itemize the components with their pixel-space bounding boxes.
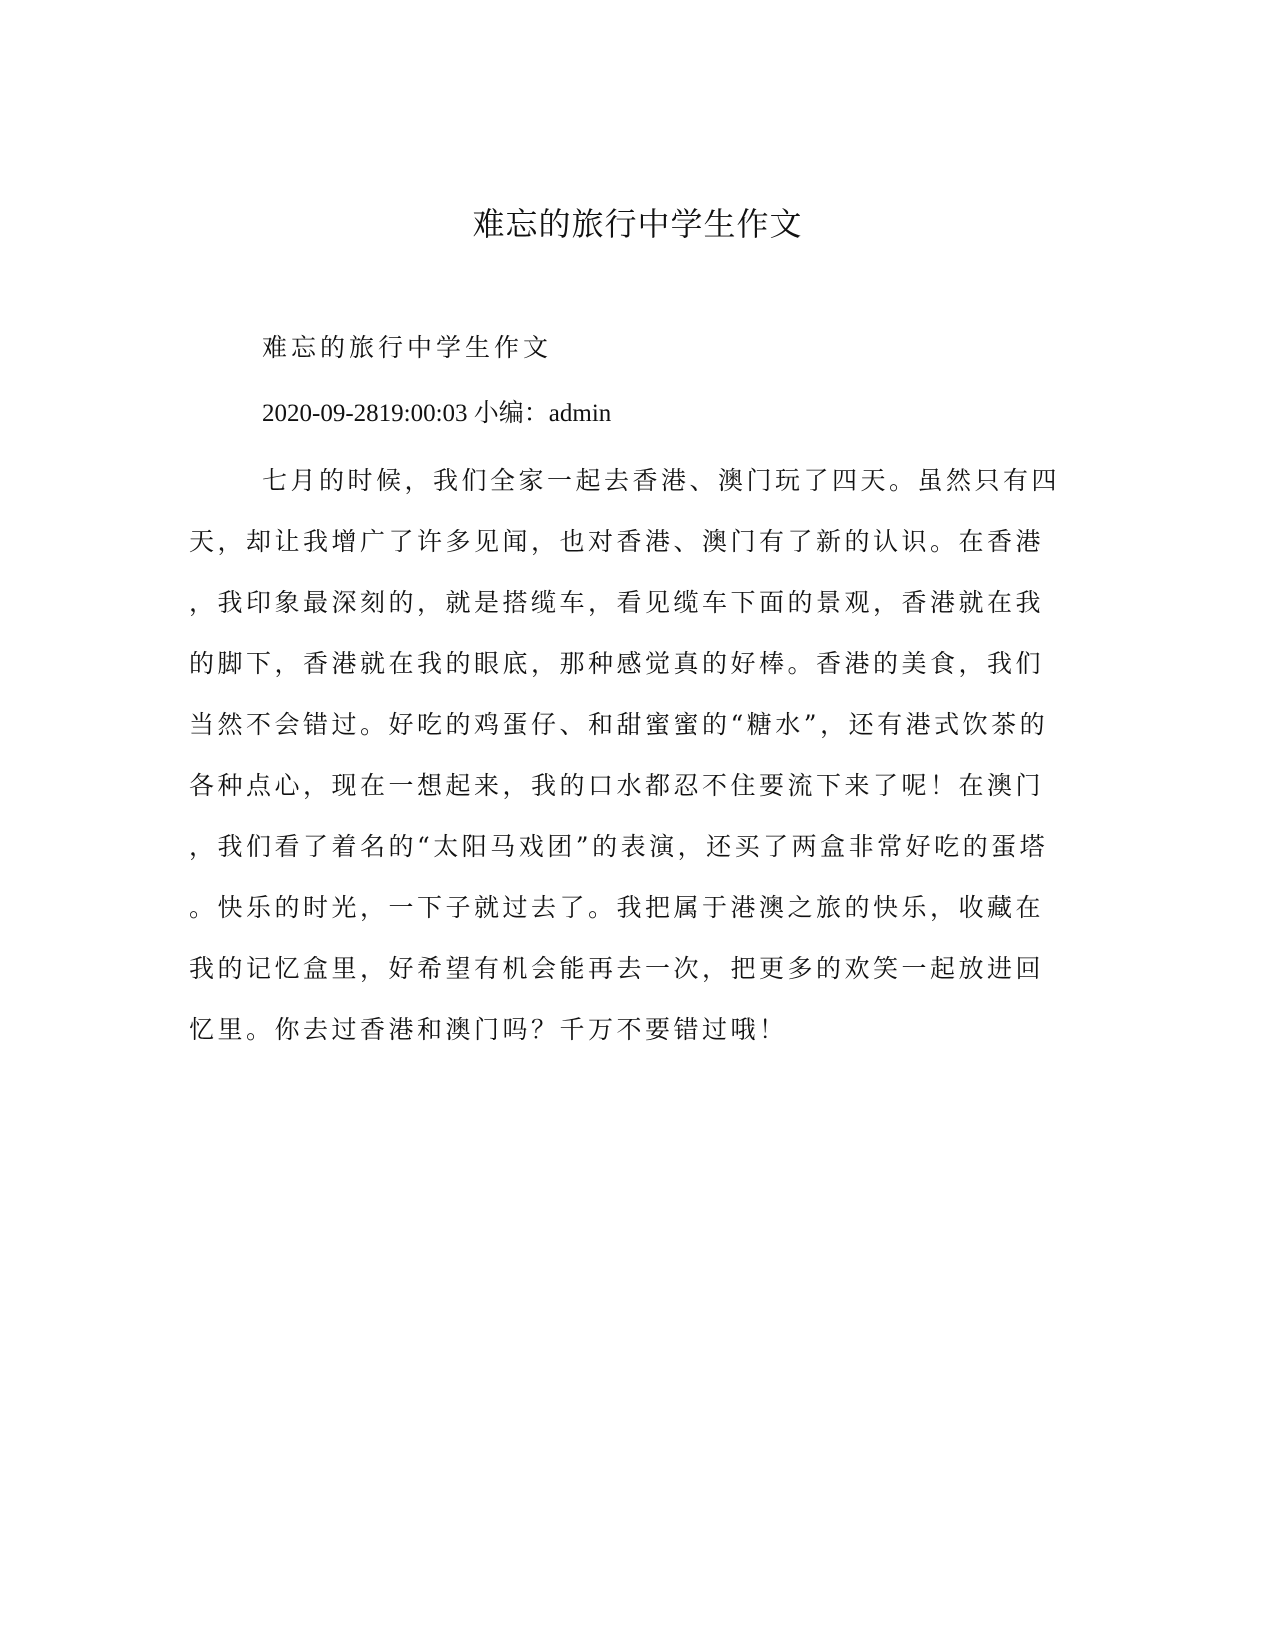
- body-line: 我的记忆盒里，好希望有机会能再去一次，把更多的欢笑一起放进回: [189, 954, 1045, 983]
- body-line: ，我印象最深刻的，就是搭缆车，看见缆车下面的景观，香港就在我: [189, 588, 1045, 617]
- body-line: 天，却让我增广了许多见闻，也对香港、澳门有了新的认识。在香港: [189, 527, 1045, 556]
- article-subtitle: 难忘的旅行中学生作文: [262, 333, 553, 362]
- body-line: 各种点心，现在一想起来，我的口水都忍不住要流下来了呢！在澳门: [189, 771, 1045, 800]
- body-line: 当然不会错过。好吃的鸡蛋仔、和甜蜜蜜的“糖水”，还有港式饮茶的: [189, 710, 1049, 739]
- body-line: 忆里。你去过香港和澳门吗？千万不要错过哦！: [189, 1015, 788, 1044]
- body-line: 七月的时候，我们全家一起去香港、澳门玩了四天。虽然只有四: [262, 466, 1061, 495]
- body-line: ，我们看了着名的“太阳马戏团”的表演，还买了两盒非常好吃的蛋塔: [189, 832, 1049, 861]
- body-line: 。快乐的时光，一下子就过去了。我把属于港澳之旅的快乐，收藏在: [189, 893, 1045, 922]
- page-title: 难忘的旅行中学生作文: [472, 205, 803, 243]
- article-body: [189, 450, 1074, 1060]
- body-line: 的脚下，香港就在我的眼底，那种感觉真的好棒。香港的美食，我们: [189, 649, 1045, 678]
- article-meta: 2020-09-2819:00:03 小编：admin: [262, 400, 612, 427]
